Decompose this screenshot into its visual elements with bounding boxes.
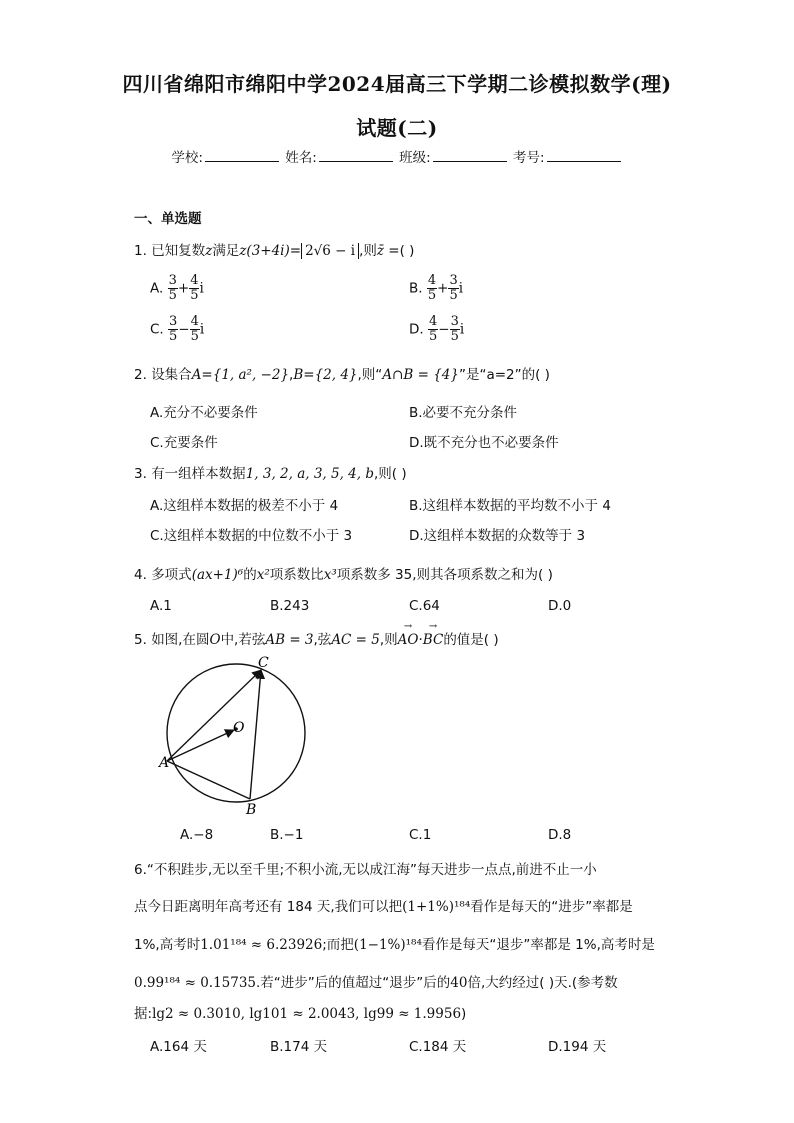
q6-text: 看作是每天的“进步”率都是 bbox=[470, 899, 633, 915]
q1-z: z bbox=[205, 243, 213, 259]
q2-text-c: ”是“a=2”的( ) bbox=[458, 367, 550, 383]
q2-cond: A∩B = {4} bbox=[382, 367, 459, 383]
exam-no-blank[interactable] bbox=[547, 149, 621, 162]
question-number: 5. bbox=[134, 632, 147, 648]
q4-option-a[interactable]: A.1 bbox=[150, 598, 172, 614]
label-b: B bbox=[246, 802, 257, 818]
q4-option-c[interactable]: C.64 bbox=[409, 598, 440, 614]
name-blank[interactable] bbox=[319, 149, 393, 162]
option-letter: B. bbox=[409, 280, 423, 297]
q6-text: 倍,大约经过( )天.(参考数 bbox=[467, 975, 618, 991]
q1-option-c[interactable]: C. $\frac{3}{5}$ − $\frac{4}{5}$ i bbox=[150, 314, 205, 344]
q6-option-a[interactable]: A.164 天 bbox=[150, 1039, 207, 1055]
q3-tail: ,则( ) bbox=[374, 466, 407, 482]
school-blank[interactable] bbox=[205, 149, 279, 162]
q4-x3: x³ bbox=[323, 567, 337, 583]
option-letter: A. bbox=[150, 280, 164, 297]
chord-bc bbox=[250, 670, 261, 799]
q6-expr: 1.01¹⁸⁴ ≈ 6.23926 bbox=[200, 937, 323, 953]
question-2-stem bbox=[134, 363, 550, 383]
q4-text-d: 项系数多 35,则其各项系数之和为( ) bbox=[336, 567, 553, 583]
q1-option-d[interactable]: D. $\frac{4}{5}$ − $\frac{3}{5}$ i bbox=[409, 314, 465, 344]
question-number: 4. bbox=[134, 567, 147, 583]
class-label: 班级: bbox=[399, 150, 431, 166]
radius-ao bbox=[167, 730, 234, 761]
q1-text-b: 满足 bbox=[212, 243, 240, 259]
question-number: 3. bbox=[134, 466, 147, 482]
q4-poly: (ax+1)⁶ bbox=[191, 567, 244, 583]
q5-option-b[interactable]: B.−1 bbox=[270, 827, 304, 843]
q6-text: 1%,高考时 bbox=[134, 937, 201, 953]
q1-text-c: ,则 bbox=[359, 243, 377, 259]
student-info-row bbox=[0, 146, 794, 166]
section-heading: 一、单选题 bbox=[134, 211, 202, 227]
question-6-line4 bbox=[134, 971, 618, 991]
question-6-line3 bbox=[134, 933, 655, 953]
q5-text-c: ,弦 bbox=[313, 632, 332, 648]
question-5-stem bbox=[134, 628, 499, 648]
q2-text-b: ,则“ bbox=[357, 367, 383, 383]
question-4-stem bbox=[134, 563, 553, 583]
page-subtitle: 试题(二) bbox=[356, 116, 438, 140]
q4-text-c: 项系数比 bbox=[269, 567, 324, 583]
q5-text: 如图,在圆 bbox=[151, 632, 210, 648]
q1-zbar: z̄ = bbox=[376, 243, 400, 259]
q6-expr: (1+1%)¹⁸⁴ bbox=[402, 899, 471, 915]
q1-abs: 2√6 − i bbox=[301, 243, 359, 259]
q6-text: .若“进步”后的值超过“退步”后的 bbox=[256, 975, 451, 991]
q5-option-a[interactable]: A.−8 bbox=[180, 827, 214, 843]
q6-option-d[interactable]: D.194 天 bbox=[548, 1039, 607, 1055]
q6-expr: (1−1%)¹⁸⁴ bbox=[353, 937, 422, 953]
q6-number: 40 bbox=[450, 975, 468, 991]
q3-text: 有一组样本数据 bbox=[151, 466, 246, 482]
fraction: $\frac{4}{5}$ bbox=[190, 273, 199, 303]
q2-text: 设集合 bbox=[151, 367, 192, 383]
fraction: $\frac{4}{5}$ bbox=[427, 273, 437, 303]
q2-option-c[interactable]: C.充要条件 bbox=[150, 435, 218, 451]
q3-option-c[interactable]: C.这组样本数据的中位数不小于 3 bbox=[150, 528, 353, 544]
chord-ac bbox=[167, 670, 261, 761]
q2-setA: A={1, a², −2} bbox=[191, 367, 290, 383]
circle-diagram bbox=[155, 652, 315, 822]
q6-text: ) bbox=[461, 1006, 467, 1022]
question-number: 1. bbox=[134, 243, 147, 259]
option-letter: C. bbox=[150, 321, 164, 338]
q6-option-b[interactable]: B.174 天 bbox=[270, 1039, 328, 1055]
question-1-stem bbox=[134, 239, 414, 259]
q3-option-d[interactable]: D.这组样本数据的众数等于 3 bbox=[409, 528, 586, 544]
fraction: $\frac{3}{5}$ bbox=[168, 273, 177, 303]
exam-no-label: 考号: bbox=[513, 150, 545, 166]
q4-text-b: 的 bbox=[243, 567, 257, 583]
fraction: $\frac{3}{5}$ bbox=[450, 314, 459, 344]
q2-sep: , bbox=[289, 367, 294, 383]
class-blank[interactable] bbox=[433, 149, 507, 162]
q5-dot: · bbox=[418, 632, 423, 648]
q2-option-d[interactable]: D.既不充分也不必要条件 bbox=[409, 435, 559, 451]
q6-option-c[interactable]: C.184 天 bbox=[409, 1039, 467, 1055]
label-a: A bbox=[159, 755, 170, 771]
chord-ab bbox=[167, 761, 250, 799]
q1-option-a[interactable]: A. $\frac{3}{5}$ + $\frac{4}{5}$ i bbox=[150, 273, 204, 303]
option-letter: D. bbox=[409, 321, 424, 338]
q4-x2: x² bbox=[256, 567, 270, 583]
q5-option-c[interactable]: C.1 bbox=[409, 827, 432, 843]
question-number: 2. bbox=[134, 367, 147, 383]
question-6-line2 bbox=[134, 895, 633, 915]
fraction: $\frac{3}{5}$ bbox=[169, 314, 178, 344]
name-label: 姓名: bbox=[285, 150, 317, 166]
q6-text: 点今日距离明年高考还有 184 天,我们可以把 bbox=[134, 899, 403, 915]
q5-vector-ao: → AO bbox=[398, 632, 419, 648]
q1-expr: z(3+4i)= bbox=[239, 243, 302, 259]
q5-vector-bc: → BC bbox=[423, 632, 444, 648]
question-6-line1: 6.“不积跬步,无以至千里;不积小流,无以成江海”每天进步一点点,前进不止一小 bbox=[134, 862, 597, 878]
fraction: $\frac{4}{5}$ bbox=[190, 314, 199, 344]
q1-option-b[interactable]: B. $\frac{4}{5}$ + $\frac{3}{5}$ i bbox=[409, 273, 464, 303]
q2-option-b[interactable]: B.必要不充分条件 bbox=[409, 405, 518, 421]
q5-ab: AB = 3 bbox=[265, 632, 314, 648]
q5-ac: AC = 5 bbox=[331, 632, 380, 648]
fraction: $\frac{3}{5}$ bbox=[449, 273, 458, 303]
q6-text: 看作是每天“退步”率都是 1%,高考时是 bbox=[421, 937, 655, 953]
q5-O: O bbox=[209, 632, 221, 648]
q1-text: 已知复数 bbox=[151, 243, 206, 259]
school-label: 学校: bbox=[171, 150, 203, 166]
q3-data: 1, 3, 2, a, 3, 5, 4, b bbox=[245, 466, 374, 482]
q3-option-b[interactable]: B.这组样本数据的平均数不小于 4 bbox=[409, 498, 611, 514]
q6-expr: 0.99¹⁸⁴ ≈ 0.15735 bbox=[134, 975, 257, 991]
q4-option-d[interactable]: D.0 bbox=[548, 598, 572, 614]
q1-paren: ( ) bbox=[399, 243, 415, 259]
question-3-stem bbox=[134, 462, 407, 482]
question-6-line5 bbox=[134, 1002, 466, 1022]
q2-option-a[interactable]: A.充分不必要条件 bbox=[150, 405, 258, 421]
q5-text-d: ,则 bbox=[379, 632, 398, 648]
q2-setB: B={2, 4} bbox=[293, 367, 358, 383]
q3-option-a[interactable]: A.这组样本数据的极差不小于 4 bbox=[150, 498, 339, 514]
label-o: O bbox=[233, 720, 245, 736]
q6-text: ;而把 bbox=[322, 937, 354, 953]
q5-option-d[interactable]: D.8 bbox=[548, 827, 572, 843]
q6-reference-data: lg2 ≈ 0.3010, lg101 ≈ 2.0043, lg99 ≈ 1.9956 bbox=[152, 1006, 462, 1022]
q6-text: 据: bbox=[134, 1006, 153, 1022]
q5-text-e: 的值是( ) bbox=[443, 632, 499, 648]
page-title: 四川省绵阳市绵阳中学2024届高三下学期二诊模拟数学(理) bbox=[122, 72, 672, 96]
fraction: $\frac{4}{5}$ bbox=[428, 314, 438, 344]
label-c: C bbox=[258, 655, 269, 671]
q5-text-b: 中,若弦 bbox=[220, 632, 266, 648]
q4-option-b[interactable]: B.243 bbox=[270, 598, 310, 614]
q4-text: 多项式 bbox=[151, 567, 192, 583]
